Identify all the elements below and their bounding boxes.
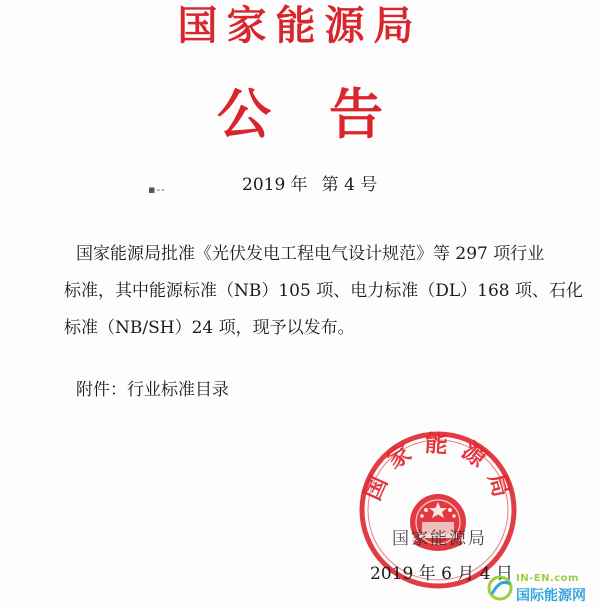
seal-arc-text: 国家能源局 [359, 431, 518, 512]
attachment-label: 附件：行业标准目录 [76, 380, 229, 400]
signature-date: 2019 年 6 月 4 日 [370, 564, 513, 584]
site-watermark [486, 572, 598, 606]
signature-organization: 国家能源局 [392, 529, 487, 549]
watermark-site-name: 国际能源网 [516, 588, 586, 604]
redacted-mark: ▪‑‑ [148, 183, 166, 196]
document-year: 2019 年 [242, 175, 308, 195]
agency-header: 国家能源局 [177, 3, 423, 49]
document-serial: 第 4 号 [321, 175, 378, 195]
watermark-logo-icon [486, 574, 514, 602]
watermark-domain: IN-EN.com [516, 573, 579, 584]
announcement-body [64, 236, 583, 347]
body-line-3: 标准（NB/SH）24 项，现予以发布。 [64, 318, 355, 338]
body-line-2: 标准，其中能源标准（NB）105 项、电力标准（DL）168 项、石化 [64, 281, 583, 301]
document-number [242, 174, 377, 196]
body-line-1: 国家能源局批准《光伏发电工程电气设计规范》等 297 项行业 [76, 244, 545, 264]
document-type-title: 公告 [217, 83, 441, 146]
